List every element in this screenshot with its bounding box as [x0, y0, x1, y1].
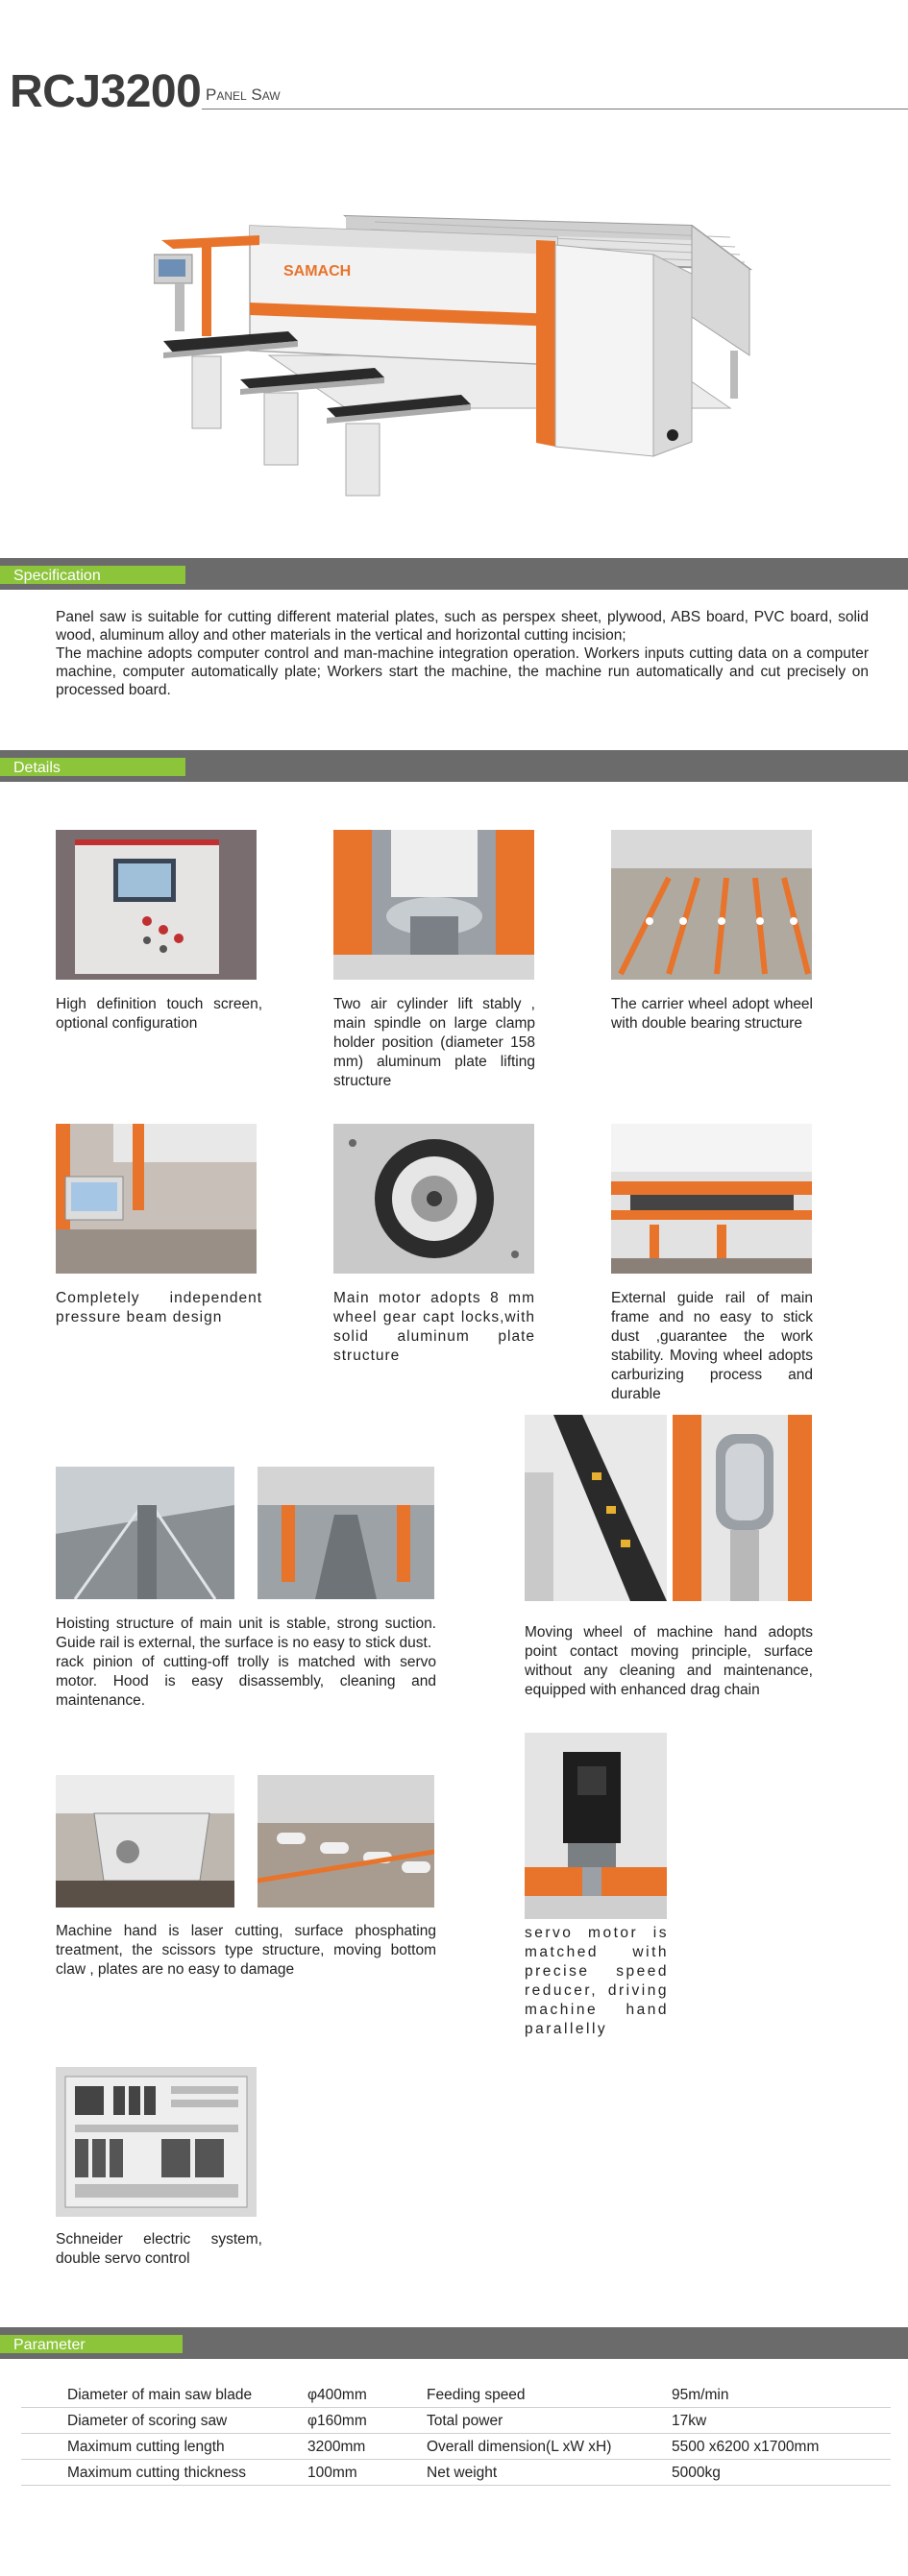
- table-row: [21, 2382, 891, 2408]
- schneider-electric-photo: [56, 2067, 257, 2217]
- hoisting-caption-line-1: Hoisting structure of main unit is stable, strong suction. Guide rail is external, the surface is no easy to stick dust.: [56, 1616, 436, 1651]
- param-value: 5500 x6200 x1700mm: [672, 2434, 891, 2460]
- pressure-beam-caption: Completely independent pressure beam design: [56, 1290, 262, 1325]
- param-value: 100mm: [307, 2460, 427, 2486]
- moving-wheel-caption: Moving wheel of machine hand adopts point contact moving principle, surface without any cleaning and maintenance, equipped with enhanced drag chain: [525, 1624, 813, 1698]
- air-cylinder-photo: [333, 830, 534, 980]
- details-tag: [0, 758, 185, 776]
- table-row: [21, 2408, 891, 2434]
- main-motor-photo: [333, 1124, 534, 1274]
- parameter-table: [21, 2382, 891, 2486]
- carrier-wheel-photo: [611, 830, 812, 980]
- param-label: Feeding speed: [427, 2382, 672, 2408]
- param-label: Total power: [427, 2408, 672, 2434]
- spec-paragraph-1: Panel saw is suitable for cutting different material plates, such as perspex sheet, plywood, ABS board, PVC board, solid wood, aluminum alloy and other materials in the vertical and horizontal cutting incision;: [56, 609, 869, 644]
- parameter-tag: [0, 2335, 183, 2353]
- param-label: Net weight: [427, 2460, 672, 2486]
- specification-tag: [0, 566, 185, 584]
- specification-heading: Specification: [13, 568, 101, 584]
- param-value: 3200mm: [307, 2434, 427, 2460]
- product-subtitle: Panel Saw: [206, 85, 281, 104]
- hoisting-caption-line-2: rack pinion of cutting-off trolly is matched with servo motor. Hood is easy disassembly, cleaning and maintenance.: [56, 1654, 436, 1709]
- machine-hand-photo-1: [56, 1775, 234, 1908]
- pressure-beam-photo: [56, 1124, 257, 1274]
- hoisting-caption: [56, 1615, 436, 1711]
- touch-screen-caption: High definition touch screen, optional configuration: [56, 996, 262, 1032]
- hoisting-photo-2: [258, 1467, 434, 1599]
- carrier-wheel-caption: The carrier wheel adopt wheel with double bearing structure: [611, 996, 813, 1032]
- param-value: 17kw: [672, 2408, 891, 2434]
- param-label: Diameter of main saw blade: [21, 2382, 307, 2408]
- touch-screen-photo: [56, 830, 257, 980]
- parameter-section-bar: [0, 2327, 908, 2359]
- table-row: [21, 2460, 891, 2486]
- spec-paragraph-2: The machine adopts computer control and man-machine integration operation. Workers inputs cutting data on a computer machine, computer automatically plate; Workers start the machine, the machine run automatically and cut precisely on processed board.: [56, 645, 869, 698]
- specification-text: [56, 608, 869, 699]
- hoisting-photo-1: [56, 1467, 234, 1599]
- guide-rail-caption: External guide rail of main frame and no easy to stick dust ,guarantee the work stability. Moving wheel adopts carburizing process and durable: [611, 1290, 813, 1402]
- panel-saw-machine-image: [154, 187, 769, 504]
- machine-hand-photo-2: [258, 1775, 434, 1908]
- main-motor-caption: Main motor adopts 8 mm wheel gear capt locks,with solid aluminum plate structure: [333, 1290, 535, 1364]
- details-heading: Details: [13, 760, 61, 776]
- param-label: Diameter of scoring saw: [21, 2408, 307, 2434]
- param-label: Overall dimension(L xW xH): [427, 2434, 672, 2460]
- servo-motor-photo: [525, 1733, 667, 1919]
- parameter-heading: Parameter: [13, 2337, 86, 2353]
- param-value: φ160mm: [307, 2408, 427, 2434]
- machine-brand-label: SAMACH: [283, 263, 352, 279]
- param-value: φ400mm: [307, 2382, 427, 2408]
- machine-hand-caption: Machine hand is laser cutting, surface phosphating treatment, the scissors type structure, moving bottom claw , plates are no easy to damage: [56, 1923, 436, 1978]
- product-model: RCJ3200: [10, 66, 202, 117]
- param-value: 95m/min: [672, 2382, 891, 2408]
- moving-wheel-photo-2: [673, 1415, 812, 1601]
- servo-motor-caption: servo motor is matched with precise speed reducer, driving machine hand parallelly: [525, 1925, 669, 2037]
- param-label: Maximum cutting thickness: [21, 2460, 307, 2486]
- guide-rail-photo: [611, 1124, 812, 1274]
- schneider-caption: Schneider electric system, double servo control: [56, 2231, 262, 2267]
- param-value: 5000kg: [672, 2460, 891, 2486]
- specification-section-bar: [0, 558, 908, 590]
- param-label: Maximum cutting length: [21, 2434, 307, 2460]
- details-section-bar: [0, 750, 908, 782]
- air-cylinder-caption: Two air cylinder lift stably , main spindle on large clamp holder position (diameter 158 mm) aluminum plate lifting structure: [333, 996, 535, 1089]
- moving-wheel-photo-1: [525, 1415, 667, 1601]
- table-row: [21, 2434, 891, 2460]
